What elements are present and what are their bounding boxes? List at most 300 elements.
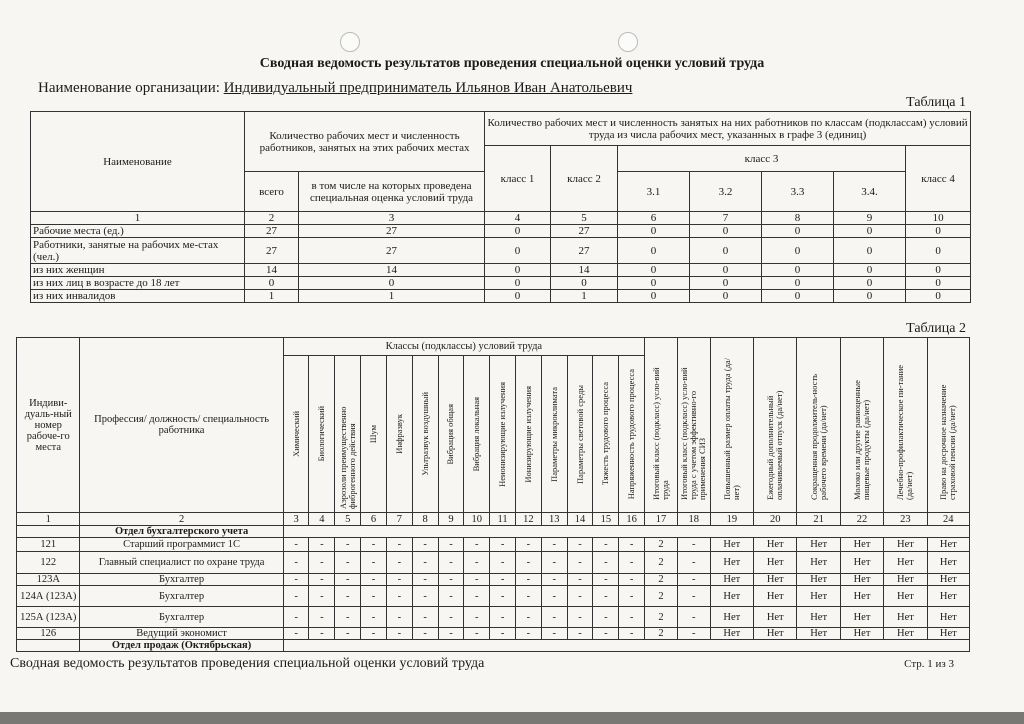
t1-column-number: 2 (245, 212, 299, 225)
t1-cell: 0 (618, 290, 690, 303)
t2-guarantee-cell: Нет (884, 607, 927, 628)
t2-final-class-ppe: - (677, 628, 710, 640)
t2-factor-cell: - (515, 628, 541, 640)
t2-column-number: 16 (619, 513, 645, 526)
t2-guarantee-cell: Нет (710, 607, 753, 628)
t2-column-number: 22 (840, 513, 883, 526)
t2-factor-header (619, 356, 645, 513)
t2-guarantee-cell: Нет (927, 586, 969, 607)
t2-guarantee-cell: Нет (927, 574, 969, 586)
t1-cell: 0 (551, 277, 618, 290)
t2-factor-cell: - (541, 574, 567, 586)
t1-cell: 0 (690, 238, 762, 264)
t2-factor-cell: - (541, 607, 567, 628)
t2-factor-cell: - (464, 628, 490, 640)
t1-cell: 0 (690, 290, 762, 303)
t2-guarantee-cell: Нет (840, 607, 883, 628)
t2-column-number: 15 (593, 513, 619, 526)
t2-factor-label: Инфразвук (393, 414, 404, 454)
t2-profession: Главный специалист по охране труда (80, 552, 283, 574)
t2-factor-cell: - (515, 574, 541, 586)
t1-header-class3: класс 3 (618, 146, 906, 172)
t1-cell: 0 (485, 277, 551, 290)
t2-workplace-id: 125А (123А) (17, 607, 80, 628)
t1-cell: 0 (618, 264, 690, 277)
t2-column-number: 5 (335, 513, 361, 526)
t1-cell: 0 (906, 290, 971, 303)
t2-column-number: 21 (797, 513, 840, 526)
t1-header-assessed: в том числе на которых проведена специальная оценка условий труда (299, 172, 485, 212)
t2-factor-cell: - (567, 607, 593, 628)
t2-factor-cell: - (464, 552, 490, 574)
t2-factor-cell: - (335, 628, 361, 640)
table1-caption: Таблица 1 (906, 95, 966, 110)
t1-cell: 0 (762, 264, 834, 277)
organization-label: Наименование организации: (38, 80, 220, 96)
t2-factor-label: Шум (368, 424, 379, 444)
t2-factor-cell: - (335, 538, 361, 552)
t2-factor-label: Напряженность трудового процесса (626, 368, 637, 500)
t1-cell: 27 (299, 225, 485, 238)
t2-factor-cell: - (361, 586, 387, 607)
t2-section-filler (283, 640, 969, 652)
t2-final-class: 2 (645, 586, 678, 607)
t2-column-number: 23 (884, 513, 927, 526)
t2-factor-cell: - (438, 538, 464, 552)
t1-cell: 0 (690, 264, 762, 277)
t2-guarantee-cell: Нет (840, 586, 883, 607)
t2-factor-label: Биологический (316, 406, 327, 462)
t2-column-number: 9 (438, 513, 464, 526)
t2-row (17, 628, 970, 640)
t2-column-number: 17 (645, 513, 678, 526)
t2-factor-cell: - (541, 552, 567, 574)
t2-guarantee-cell: Нет (754, 628, 797, 640)
t1-cell: 0 (618, 277, 690, 290)
t2-profession: Ведущий экономист (80, 628, 283, 640)
document-title: Сводная ведомость результатов проведения специальной оценки условий труда (259, 56, 765, 71)
t2-guarantee-cell: Нет (797, 607, 840, 628)
t1-header-class2: класс 2 (551, 146, 618, 212)
t2-factor-cell: - (593, 628, 619, 640)
t2-guarantee-cell: Нет (710, 586, 753, 607)
t1-cell: 0 (762, 238, 834, 264)
t2-factor-cell: - (412, 574, 438, 586)
t2-header-profession: Профессия/ должность/ специальность работника (80, 338, 283, 513)
t2-guarantee-header (797, 338, 840, 513)
t2-factor-cell: - (309, 628, 335, 640)
t1-cell: 0 (485, 238, 551, 264)
t2-factor-cell: - (283, 574, 309, 586)
t2-factor-cell: - (490, 538, 516, 552)
t2-factor-cell: - (412, 607, 438, 628)
t2-final-class-ppe: - (677, 586, 710, 607)
t1-column-numbers (31, 212, 971, 225)
t2-column-number: 7 (386, 513, 412, 526)
t2-factor-cell: - (490, 552, 516, 574)
t2-factor-header (490, 356, 516, 513)
t2-guarantee-label: Итоговый класс (подкласс) усло-вий труда с учетом эффективно-го применения СИЗ (679, 367, 708, 500)
t2-factor-header (386, 356, 412, 513)
t1-row (31, 238, 971, 264)
t2-factor-cell: - (412, 552, 438, 574)
t2-factor-cell: - (490, 574, 516, 586)
t2-guarantee-header (754, 338, 797, 513)
t1-header-sub: 3.1 (618, 172, 690, 212)
t2-factor-cell: - (567, 628, 593, 640)
t2-guarantee-header (884, 338, 927, 513)
t1-column-number: 4 (485, 212, 551, 225)
t2-factor-cell: - (386, 574, 412, 586)
t2-factor-cell: - (386, 628, 412, 640)
t2-column-number: 11 (490, 513, 516, 526)
t1-row-label: Работники, занятые на рабочих ме-стах (чел.) (31, 238, 245, 264)
t2-column-number: 19 (710, 513, 753, 526)
t2-guarantee-cell: Нет (927, 628, 969, 640)
t2-factor-cell: - (361, 538, 387, 552)
t2-section-filler (283, 526, 969, 538)
t2-factor-cell: - (283, 586, 309, 607)
t1-column-number: 6 (618, 212, 690, 225)
t2-guarantee-cell: Нет (797, 574, 840, 586)
t2-guarantee-cell: Нет (710, 552, 753, 574)
t1-cell: 0 (762, 290, 834, 303)
t1-cell: 0 (485, 290, 551, 303)
t1-cell: 0 (906, 225, 971, 238)
t2-final-class: 2 (645, 628, 678, 640)
t2-factor-label: Параметры световой среды (574, 384, 585, 484)
t1-header-class1: класс 1 (485, 146, 551, 212)
t1-cell: 0 (762, 225, 834, 238)
t1-row (31, 264, 971, 277)
t2-factor-cell: - (386, 552, 412, 574)
t2-column-number: 12 (515, 513, 541, 526)
t1-row-label: из них женщин (31, 264, 245, 277)
t2-row (17, 552, 970, 574)
t1-cell: 0 (690, 277, 762, 290)
t2-section-spacer (17, 640, 80, 652)
t2-factor-cell: - (464, 586, 490, 607)
t2-factor-cell: - (438, 552, 464, 574)
t1-column-number: 8 (762, 212, 834, 225)
t2-factor-cell: - (283, 552, 309, 574)
t2-factor-cell: - (309, 607, 335, 628)
t2-guarantee-cell: Нет (797, 586, 840, 607)
t2-column-number: 4 (309, 513, 335, 526)
t2-factor-header (515, 356, 541, 513)
t2-factor-cell: - (567, 552, 593, 574)
t2-guarantee-cell: Нет (754, 538, 797, 552)
t2-guarantee-cell: Нет (754, 607, 797, 628)
t2-factor-label: Аэрозоли преимущественно фиброгенного действия (337, 406, 357, 509)
t1-row (31, 277, 971, 290)
t2-final-class-ppe: - (677, 538, 710, 552)
t2-factor-cell: - (541, 586, 567, 607)
t1-cell: 0 (906, 264, 971, 277)
t2-factor-cell: - (335, 607, 361, 628)
t2-factor-cell: - (593, 552, 619, 574)
t1-cell: 0 (762, 277, 834, 290)
t1-cell: 14 (299, 264, 485, 277)
t2-guarantee-cell: Нет (840, 538, 883, 552)
workplace-table (16, 337, 970, 652)
t2-row (17, 586, 970, 607)
t2-factor-cell: - (438, 574, 464, 586)
t1-cell: 0 (299, 277, 485, 290)
t2-factor-label: Вибрация локальная (471, 396, 482, 472)
t2-factor-cell: - (412, 538, 438, 552)
t2-section-title: Отдел продаж (Октябрьская) (80, 640, 283, 652)
t2-guarantee-label: Право на досрочное назначение страховой пенсии (да/нет) (938, 384, 958, 500)
t2-profession: Бухгалтер (80, 574, 283, 586)
t1-column-number: 9 (834, 212, 906, 225)
t2-factor-cell: - (515, 607, 541, 628)
t2-guarantee-header (710, 338, 753, 513)
t2-guarantee-cell: Нет (840, 552, 883, 574)
t2-factor-cell: - (361, 607, 387, 628)
t2-factor-cell: - (335, 586, 361, 607)
t2-guarantee-label: Повышенный размер оплаты труда (да/нет) (721, 357, 741, 500)
t2-header-classes: Классы (подклассы) условий труда (283, 338, 644, 356)
t2-guarantee-label: Ежегодный дополнительный оплачиваемый отпуск (да/нет) (765, 390, 785, 500)
t1-cell: 27 (551, 225, 618, 238)
t2-factor-label: Ионизирующие излучения (522, 385, 533, 483)
t2-row (17, 607, 970, 628)
t2-factor-cell: - (309, 552, 335, 574)
t1-cell: 27 (245, 238, 299, 264)
t2-guarantee-label: Итоговый класс (подкласс) усло-вий труда (650, 367, 670, 500)
t1-column-number: 7 (690, 212, 762, 225)
t2-factor-label: Химический (290, 411, 301, 457)
t2-final-class-ppe: - (677, 574, 710, 586)
t1-header-sub: 3.2 (690, 172, 762, 212)
t2-factor-cell: - (309, 574, 335, 586)
t2-factor-cell: - (283, 628, 309, 640)
t2-guarantee-header (840, 338, 883, 513)
t2-guarantee-cell: Нет (927, 538, 969, 552)
t1-column-number: 1 (31, 212, 245, 225)
t2-guarantee-cell: Нет (927, 607, 969, 628)
t2-factor-cell: - (438, 586, 464, 607)
t2-guarantee-label: Молоко или другие равноценные пищевые продукты (да/нет) (852, 380, 872, 500)
table2-caption: Таблица 2 (906, 321, 966, 336)
t2-factor-cell: - (361, 574, 387, 586)
t2-guarantee-cell: Нет (797, 628, 840, 640)
t2-factor-cell: - (386, 538, 412, 552)
t2-profession: Старший программист 1С (80, 538, 283, 552)
t2-factor-header (567, 356, 593, 513)
footer-title: Сводная ведомость результатов проведения специальной оценки условий труда (10, 656, 485, 671)
t1-row (31, 290, 971, 303)
t2-guarantee-header (927, 338, 969, 513)
t1-column-number: 10 (906, 212, 971, 225)
t2-guarantee-cell: Нет (884, 538, 927, 552)
t1-cell: 1 (245, 290, 299, 303)
t1-cell: 0 (618, 225, 690, 238)
t2-factor-cell: - (309, 538, 335, 552)
t1-cell: 0 (834, 225, 906, 238)
t2-factor-label: Параметры микроклимата (548, 386, 559, 482)
t1-row-label: из них инвалидов (31, 290, 245, 303)
t2-guarantee-cell: Нет (884, 552, 927, 574)
t2-factor-cell: - (619, 607, 645, 628)
t2-factor-cell: - (335, 574, 361, 586)
t1-header-total: всего (245, 172, 299, 212)
t2-factor-cell: - (490, 628, 516, 640)
t2-final-class: 2 (645, 538, 678, 552)
t1-cell: 0 (485, 264, 551, 277)
t1-row-label: Рабочие места (ед.) (31, 225, 245, 238)
t2-workplace-id: 126 (17, 628, 80, 640)
t2-factor-cell: - (619, 628, 645, 640)
t2-factor-cell: - (464, 538, 490, 552)
t1-cell: 0 (618, 238, 690, 264)
t2-factor-cell: - (283, 607, 309, 628)
t2-guarantee-cell: Нет (927, 552, 969, 574)
t1-cell: 1 (299, 290, 485, 303)
t2-section-spacer (17, 526, 80, 538)
t2-column-number: 24 (927, 513, 969, 526)
t2-factor-cell: - (490, 607, 516, 628)
t2-header-id: Индиви-дуаль-ный номер рабоче-го места (17, 338, 80, 513)
t2-column-number: 10 (464, 513, 490, 526)
t2-factor-label: Тяжесть трудового процесса (600, 382, 611, 486)
t2-guarantee-cell: Нет (884, 574, 927, 586)
t2-factor-cell: - (567, 538, 593, 552)
t1-column-number: 5 (551, 212, 618, 225)
t2-section-title: Отдел бухгалтерского учета (80, 526, 283, 538)
t2-factor-cell: - (515, 586, 541, 607)
t2-factor-cell: - (593, 586, 619, 607)
t1-header-count: Количество рабочих мест и численность работников, занятых на этих рабочих местах (245, 112, 485, 172)
t2-guarantee-cell: Нет (884, 628, 927, 640)
t2-factor-cell: - (438, 607, 464, 628)
t2-factor-header (335, 356, 361, 513)
t2-factor-cell: - (593, 607, 619, 628)
organization-line (38, 80, 632, 97)
t2-guarantee-cell: Нет (797, 552, 840, 574)
t1-cell: 27 (245, 225, 299, 238)
t2-column-number: 14 (567, 513, 593, 526)
t2-final-class-ppe: - (677, 552, 710, 574)
t2-factor-cell: - (567, 586, 593, 607)
t2-guarantee-header (677, 338, 710, 513)
t1-cell: 0 (834, 264, 906, 277)
t1-cell: 27 (551, 238, 618, 264)
t2-column-number: 20 (754, 513, 797, 526)
t2-factor-cell: - (412, 586, 438, 607)
t2-factor-cell: - (490, 586, 516, 607)
t2-guarantee-cell: Нет (754, 552, 797, 574)
t2-factor-cell: - (515, 552, 541, 574)
t2-guarantee-label: Сокращенная продолжитель-ность рабочего времени (да/нет) (808, 373, 828, 500)
t1-cell: 0 (485, 225, 551, 238)
t2-profession: Бухгалтер (80, 586, 283, 607)
t1-header-classes: Количество рабочих мест и численность занятых на них работников по классам (подклассам) условий труда из числа рабочих мест, указанных в графе 3 (единиц) (485, 112, 971, 146)
t2-column-number: 3 (283, 513, 309, 526)
t2-factor-cell: - (567, 574, 593, 586)
page-number: Стр. 1 из 3 (904, 658, 954, 670)
t2-final-class-ppe: - (677, 607, 710, 628)
t2-column-number: 6 (361, 513, 387, 526)
t2-final-class: 2 (645, 607, 678, 628)
t1-header-class4: класс 4 (906, 146, 971, 212)
t2-factor-header (283, 356, 309, 513)
t2-factor-cell: - (541, 538, 567, 552)
t2-factor-cell: - (309, 586, 335, 607)
t2-factor-cell: - (464, 574, 490, 586)
t2-factor-label: Неионизирующие излучения (497, 381, 508, 487)
t2-factor-cell: - (412, 628, 438, 640)
t2-guarantee-cell: Нет (710, 628, 753, 640)
t2-factor-label: Ультразвук воздушный (419, 392, 430, 476)
t2-factor-label: Вибрация общая (445, 403, 456, 465)
punch-hole (340, 32, 360, 52)
t2-factor-cell: - (335, 552, 361, 574)
t2-column-number: 8 (412, 513, 438, 526)
t2-guarantee-cell: Нет (754, 586, 797, 607)
t1-cell: 0 (834, 277, 906, 290)
t2-guarantee-cell: Нет (840, 574, 883, 586)
t2-column-number: 18 (677, 513, 710, 526)
t2-final-class: 2 (645, 574, 678, 586)
t2-column-number: 13 (541, 513, 567, 526)
t2-factor-header (412, 356, 438, 513)
t2-factor-cell: - (361, 552, 387, 574)
t2-factor-cell: - (438, 628, 464, 640)
t1-header-name: Наименование (31, 112, 245, 212)
t2-factor-cell: - (515, 538, 541, 552)
t1-header-sub: 3.3 (762, 172, 834, 212)
t2-factor-cell: - (283, 538, 309, 552)
t2-workplace-id: 121 (17, 538, 80, 552)
t2-factor-cell: - (361, 628, 387, 640)
t2-guarantee-cell: Нет (884, 586, 927, 607)
t2-column-number: 1 (17, 513, 80, 526)
t2-factor-cell: - (386, 586, 412, 607)
t1-column-number: 3 (299, 212, 485, 225)
t2-factor-header (361, 356, 387, 513)
t2-workplace-id: 124А (123А) (17, 586, 80, 607)
t2-row (17, 538, 970, 552)
t2-factor-header (541, 356, 567, 513)
t1-cell: 1 (551, 290, 618, 303)
t2-section-row (17, 640, 970, 652)
t2-factor-header (438, 356, 464, 513)
punch-hole (618, 32, 638, 52)
t2-column-numbers (17, 513, 970, 526)
t2-factor-cell: - (386, 607, 412, 628)
t2-workplace-id: 123А (17, 574, 80, 586)
summary-table (30, 111, 971, 303)
t2-factor-cell: - (464, 607, 490, 628)
t1-cell: 14 (245, 264, 299, 277)
t2-guarantee-cell: Нет (710, 574, 753, 586)
t1-cell: 0 (245, 277, 299, 290)
t2-factor-cell: - (619, 586, 645, 607)
t1-row-label: из них лиц в возрасте до 18 лет (31, 277, 245, 290)
t2-final-class: 2 (645, 552, 678, 574)
t2-factor-cell: - (619, 552, 645, 574)
t2-factor-cell: - (593, 574, 619, 586)
t2-guarantee-cell: Нет (754, 574, 797, 586)
t1-cell: 0 (906, 238, 971, 264)
t1-cell: 0 (834, 290, 906, 303)
t1-cell: 0 (906, 277, 971, 290)
t2-factor-cell: - (593, 538, 619, 552)
t2-guarantee-cell: Нет (840, 628, 883, 640)
t2-factor-header (464, 356, 490, 513)
